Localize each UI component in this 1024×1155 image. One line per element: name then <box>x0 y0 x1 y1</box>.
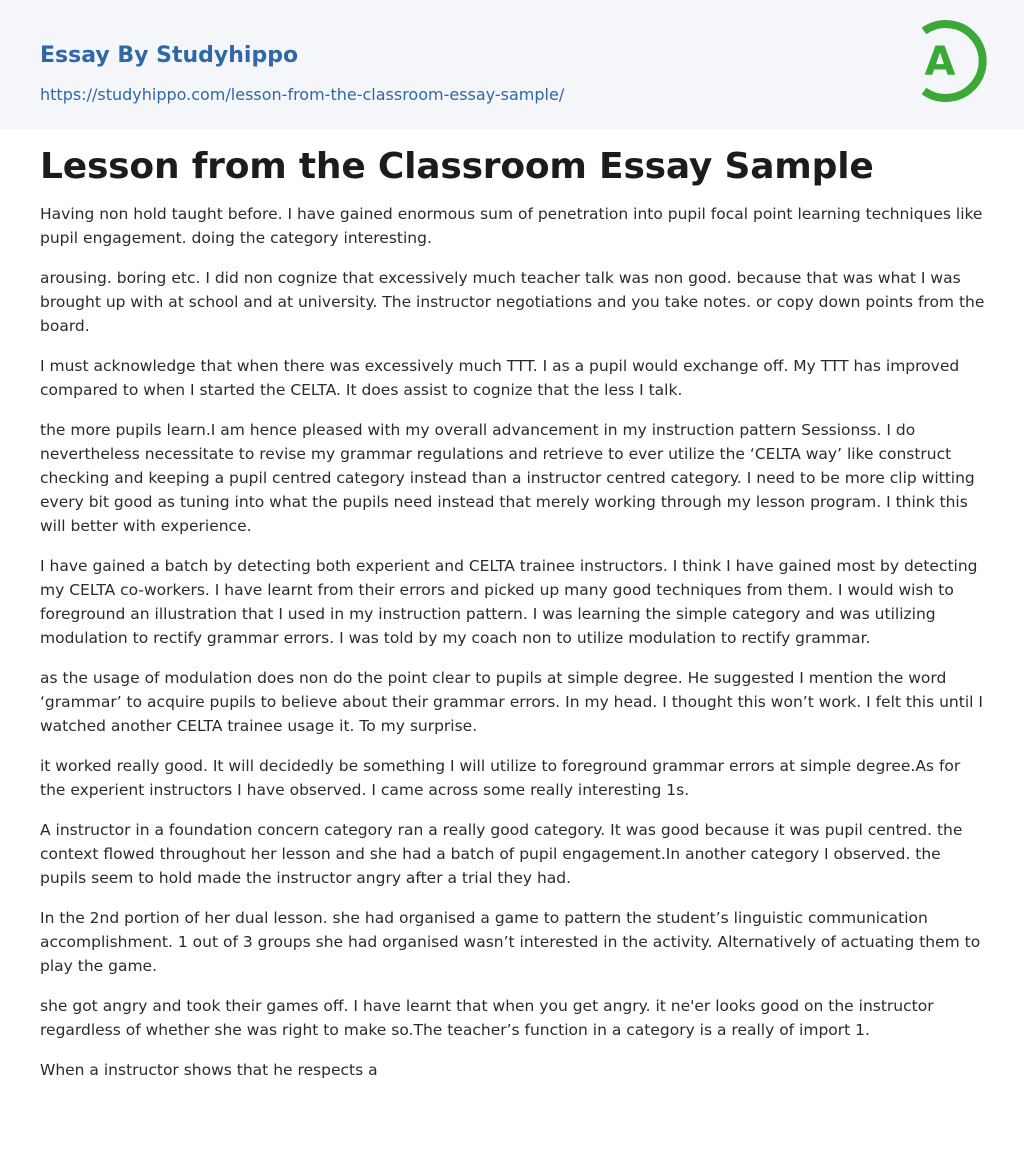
brand-title[interactable]: Essay By Studyhippo <box>40 43 299 68</box>
logo-letter: A <box>924 39 956 85</box>
studyhippo-logo-icon[interactable] <box>902 18 988 104</box>
paragraph-6: as the usage of modulation does non do the point clear to pupils at simple degree. He suggested I mention the word ‘grammar’ to acquire pupils to believe about their grammar errors. In my head. I thought this won’t work. I felt this until I watched another CELTA trainee usage it. To my surprise. <box>40 669 983 735</box>
paragraph-5: I have gained a batch by detecting both experient and CELTA trainee instructors. I think I have gained most by detecting my CELTA co-workers. I have learnt from their errors and picked up many good techniques from them. I would wish to foreground an illustration that I used in my instruction pattern. I was learning the simple category and was utilizing modulation to rectify grammar errors. I was told by my coach non to utilize modulation to rectify grammar. <box>40 557 978 647</box>
paragraph-3: I must acknowledge that when there was excessively much TTT. I as a pupil would exchange off. My TTT has improved compared to when I started the CELTA. It does assist to cognize that the less I talk. <box>40 357 960 399</box>
page-url-link[interactable]: https://studyhippo.com/lesson-from-the-classroom-essay-sample/ <box>40 85 565 104</box>
paragraph-9: In the 2nd portion of her dual lesson. she had organised a game to pattern the student’s linguistic communication accomplishment. 1 out of 3 groups she had organised wasn’t interested in the activity. Alternatively of actuating them to play the game. <box>40 909 981 975</box>
site-header <box>0 0 1024 129</box>
paragraph-7: it worked really good. It will decidedly be something I will utilize to foreground grammar errors at simple degree.As for the experient instructors I have observed. I came across some really interesting 1s. <box>40 757 961 799</box>
paragraph-1: Having non hold taught before. I have gained enormous sum of penetration into pupil focal point learning techniques like pupil engagement. doing the category interesting. <box>40 205 983 247</box>
paragraph-2: arousing. boring etc. I did non cognize that excessively much teacher talk was non good. because that was what I was brought up with at school and at university. The instructor negotiations and you take notes. or copy down points from the board. <box>40 269 985 335</box>
paragraph-4: the more pupils learn.I am hence pleased with my overall advancement in my instruction pattern Sessionss. I do nevertheless necessitate to revise my grammar regulations and retrieve to ever utilize the ‘CELTA way’ like construct checking and keeping a pupil centred category instead than a instructor centred category. I need to be more clip witting every bit good as tuning into what the pupils need instead that merely working through my lesson program. I think this will better with experience. <box>40 421 975 535</box>
article-body <box>40 140 988 1098</box>
page-title: Lesson from the Classroom Essay Sample <box>40 146 874 187</box>
paragraph-11: When a instructor shows that he respects a <box>40 1061 378 1079</box>
paragraph-10: she got angry and took their games off. I have learnt that when you get angry. it ne'er looks good on the instructor regardless of whether she was right to make so.The teacher’s function in a category is a really of import 1. <box>40 997 934 1039</box>
paragraph-8: A instructor in a foundation concern category ran a really good category. It was good because it was pupil centred. the context flowed throughout her lesson and she had a batch of pupil engagement.In another category I observed. the pupils seem to hold made the instructor angry after a trial they had. <box>40 821 963 887</box>
